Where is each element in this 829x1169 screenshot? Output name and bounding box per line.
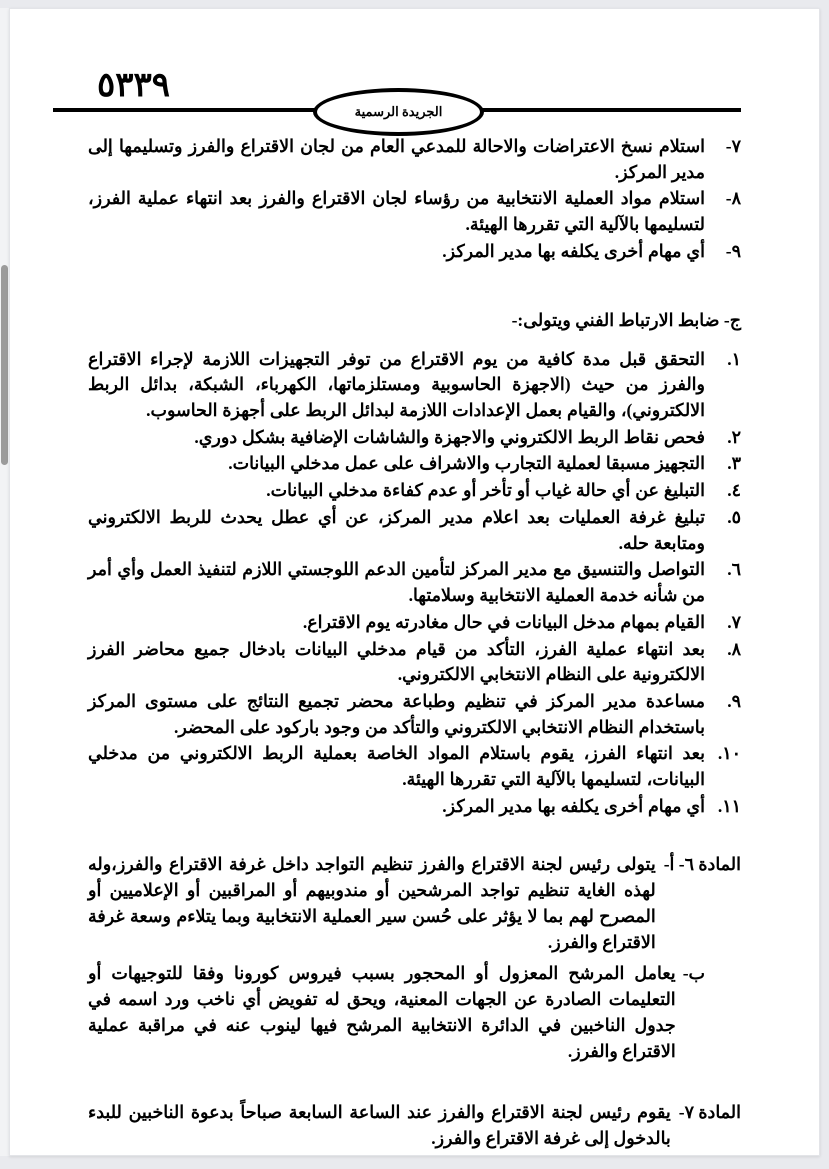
gazette-seal-label: الجريدة الرسمية (354, 104, 443, 119)
duty-item-text: أي مهام أخرى يكلفه بها مدير المركز. (442, 240, 705, 261)
vertical-scrollbar-thumb[interactable] (1, 265, 8, 465)
page-masthead (10, 9, 819, 119)
liaison-duty-item-marker: ١. (727, 348, 741, 369)
liaison-duty-item-text: بعد انتهاء الفرز، يقوم باستلام المواد الخاصة بعملية الربط الالكتروني من مدخلي البيانات، لتسليمها بالآلية التي تقررها الهيئة. (88, 743, 705, 790)
article-6-clause-b-text: يعامل المرشح المعزول أو المحجور بسبب فيروس كورونا وفقا للتوجيهات أو التعليمات الصادرة عن الجهات المعنية، ويحق له تفويض أي ناخب ورد اسمه في جدول الناخبين في الدائرة الانتخابية المرشح فيها لينوب عنه في مراقبة عملية الاقتراع والفرز. (88, 962, 676, 1062)
duty-item-text: استلام نسخ الاعتراضات والاحالة للمدعي العام من لجان الاقتراع والفرز وتسليمها إلى مدير المركز. (88, 136, 705, 182)
continued-duties-list (88, 134, 741, 265)
liaison-duty-item-marker: ٥. (727, 506, 741, 527)
liaison-duty-item-marker: ١٠. (717, 743, 741, 764)
liaison-duty-item-text: القيام بمهام مدخل البيانات في حال مغادرته يوم الاقتراع. (302, 611, 705, 632)
list-item (88, 186, 741, 237)
duty-item-marker: ٨- (725, 188, 741, 209)
liaison-duty-item-marker: ٢. (727, 426, 741, 447)
list-item (88, 347, 741, 424)
liaison-duty-item-text: التواصل والتنسيق مع مدير المركز لتأمين الدعم اللوجستي اللازم لتنفيذ العمل وأي أمر من شأنه خدمة العملية الانتخابية وسلامتها. (88, 559, 705, 606)
article-6-clause-a-text: يتولى رئيس لجنة الاقتراع والفرز تنظيم التواجد داخل غرفة الاقتراع والفرز،وله لهذه الغاية تنظيم تواجد المرشحين أو مندوبيهم أو المراقبين أو الإعلاميين أو المصرح لهم بما لا يؤثر على حُسن سير العملية الانتخابية وبما يتلاءم وسعة غرفة الاقتراع والفرز. (88, 853, 656, 953)
list-item (88, 557, 741, 608)
spacer (88, 821, 741, 851)
list-item (88, 505, 741, 556)
article-7-text: يقوم رئيس لجنة الاقتراع والفرز عند الساعة السابعة صباحاً بدعوة الناخبين للبدء بالدخول إلى غرفة الاقتراع والفرز. (88, 1101, 671, 1148)
duty-item-marker: ٩- (725, 240, 741, 261)
spacer (88, 266, 741, 288)
list-item (88, 689, 741, 740)
list-item (88, 610, 741, 636)
article-6-clause (88, 851, 741, 956)
list-item (88, 134, 741, 185)
liaison-duty-item-text: التبليغ عن أي حالة غياب أو تأخر أو عدم كفاءة مدخلي البيانات. (266, 480, 705, 501)
liaison-duty-item-marker: ٧. (727, 611, 741, 632)
liaison-duty-item-text: أي مهام أخرى يكلفه بها مدير المركز. (442, 795, 705, 816)
list-item (88, 637, 741, 688)
list-item (88, 239, 741, 265)
article-6 (88, 851, 741, 1065)
duty-item-marker: ٧- (725, 136, 741, 156)
folio-number: ٥٣٣٩ (97, 67, 171, 104)
vertical-scrollbar-track[interactable] (0, 8, 9, 1156)
article-7 (88, 1099, 741, 1152)
gazette-seal (313, 88, 484, 136)
liaison-duty-item-text: فحص نقاط الربط الالكتروني والاجهزة والشاشات الإضافية بشكل دوري. (194, 426, 705, 447)
page-content (88, 134, 741, 1155)
technical-liaison-duties-list (88, 347, 741, 820)
liaison-duty-item-marker: ٤. (727, 480, 741, 501)
article-7-label: المادة ٧- (678, 1101, 741, 1122)
document-page (9, 8, 820, 1156)
liaison-duty-item-marker: ٣. (727, 453, 741, 474)
article-6-clause-b-marker: ب- (682, 962, 705, 983)
liaison-duty-item-marker: ٩. (727, 690, 741, 711)
liaison-duty-item-text: بعد انتهاء عملية الفرز، التأكد من قيام مدخلي البيانات بادخال جميع محاضر الفرز الالكترونية على النظام الانتخابي الالكتروني. (88, 638, 705, 685)
section-c-heading: ج- ضابط الارتباط الفني ويتولى:- (511, 309, 741, 330)
liaison-duty-item-marker: ١١. (717, 795, 741, 816)
liaison-duty-item-text: مساعدة مدير المركز في تنظيم وطباعة محضر تجميع النتائج على مستوى المركز باستخدام النظام الانتخابي الالكتروني والتأكد من وجود باركود على المحضر. (88, 690, 705, 737)
liaison-duty-item-marker: ٨. (727, 638, 741, 659)
list-item (88, 794, 741, 820)
liaison-duty-item-text: التجهيز مسبقا لعملية التجارب والاشراف على عمل مدخلي البيانات. (228, 453, 705, 474)
list-item (88, 741, 741, 792)
list-item (88, 451, 741, 477)
duty-item-text: استلام مواد العملية الانتخابية من رؤساء لجان الاقتراع والفرز بعد انتهاء عملية الفرز، لتسليمها بالآلية التي تقررها الهيئة. (88, 188, 705, 235)
liaison-duty-item-text: التحقق قبل مدة كافية من يوم الاقتراع من توفر التجهيزات اللازمة لإجراء الاقتراع والفرز من حيث (الاجهزة الحاسوبية ومستلزماتها، الكهرباء، الشبكة، بدائل الربط الالكتروني)، والقيام بعمل الإعدادات اللازمة لبدائل الربط على أجهزة الحاسوب. (88, 348, 705, 421)
list-item (88, 425, 741, 451)
liaison-duty-item-text: تبليغ غرفة العمليات بعد اعلام مدير المركز، عن أي عطل يحدث للربط الالكتروني ومتابعة حله. (88, 506, 705, 553)
article-6-clause (88, 960, 705, 1065)
liaison-duty-item-marker: ٦. (727, 559, 741, 580)
list-item (88, 478, 741, 504)
spacer (88, 1069, 741, 1099)
article-6-label: المادة ٦- أ- (663, 853, 741, 874)
